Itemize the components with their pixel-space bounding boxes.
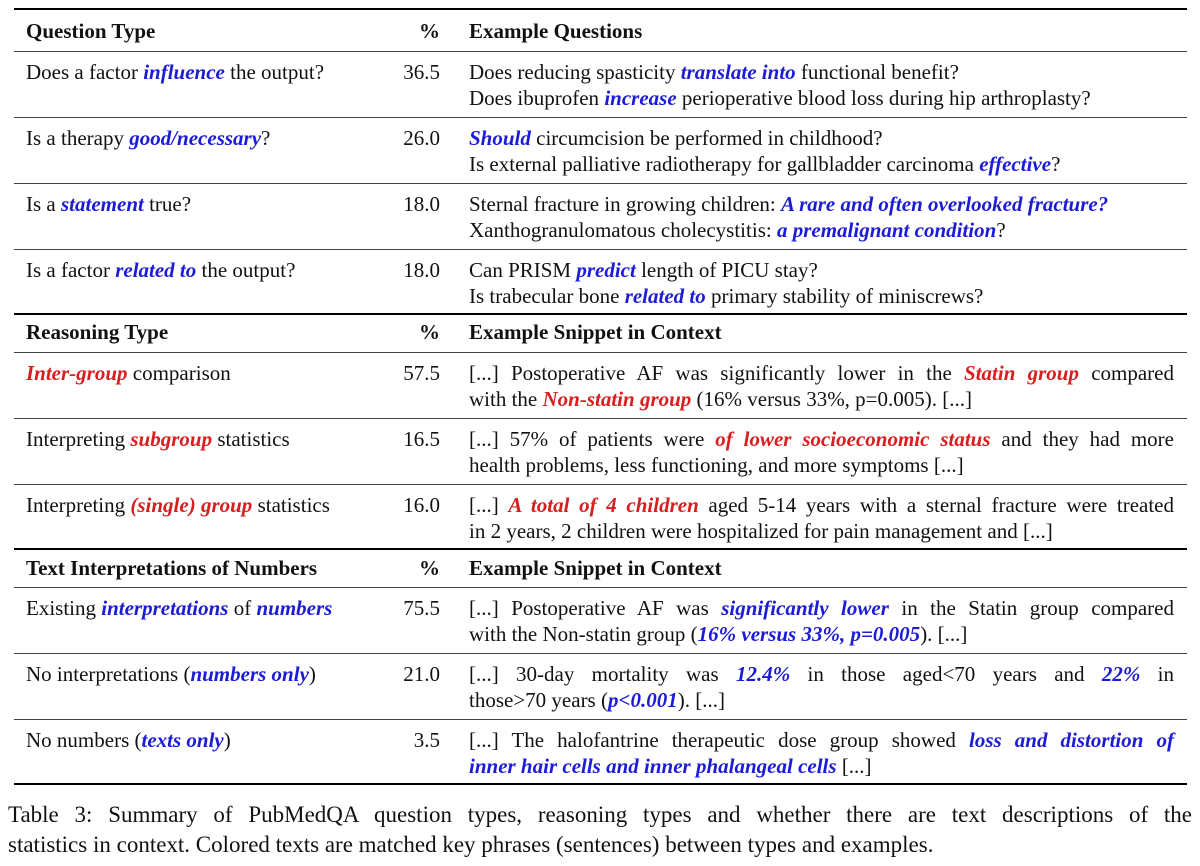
row-divider bbox=[14, 249, 1187, 250]
example-cell: [...] 57% of patients were of lower socioeconomic status and they had more health problems, less functioning, and more symptoms [...] bbox=[469, 427, 1174, 477]
text-interpretations-header: Text Interpretations of Numbers bbox=[26, 556, 318, 580]
example-cell: Should circumcision be performed in childhood? Is external palliative radiotherapy for gallbladder carcinoma effective? bbox=[469, 126, 1061, 176]
example-cell: Sternal fracture in growing children: A rare and often overlooked fracture? Xanthogranulomatous cholecystitis: a premalignant condition? bbox=[469, 192, 1109, 242]
header-rule bbox=[14, 352, 1187, 353]
table-top-rule bbox=[14, 8, 1187, 10]
percent-cell: 16.0 bbox=[403, 493, 440, 517]
question-type-header: Question Type bbox=[26, 19, 156, 43]
row-divider bbox=[14, 653, 1187, 654]
example-cell: [...] A total of 4 children aged 5-14 years with a sternal fracture were treated in 2 years, 2 children were hospitalized for pain management and [...] bbox=[469, 493, 1174, 543]
percent-cell: 75.5 bbox=[403, 596, 440, 620]
example-cell: [...] The halofantrine therapeutic dose group showed loss and distortion of inner hair cells and inner phalangeal cells [...] bbox=[469, 728, 1174, 778]
percent-header: % bbox=[419, 556, 440, 580]
caption-line: statistics in context. Colored texts are matched key phrases (sentences) between types and examples. bbox=[8, 832, 934, 857]
percent-header: % bbox=[419, 19, 440, 43]
percent-header: % bbox=[419, 320, 440, 344]
table-caption bbox=[8, 800, 1192, 860]
row-divider bbox=[14, 484, 1187, 485]
row-divider bbox=[14, 719, 1187, 720]
example-cell: [...] 30-day mortality was 12.4% in those aged<70 years and 22% in those>70 years (p<0.001). [...] bbox=[469, 662, 1175, 712]
caption-line: Table 3: Summary of PubMedQA question types, reasoning types and whether there are text descriptions of the bbox=[8, 802, 1192, 827]
percent-cell: 18.0 bbox=[403, 258, 440, 282]
table-bottom-rule bbox=[14, 783, 1187, 785]
percent-cell: 26.0 bbox=[403, 126, 440, 150]
example-cell: Does reducing spasticity translate into functional benefit? Does ibuprofen increase perioperative blood loss during hip arthroplasty? bbox=[469, 60, 1091, 110]
percent-cell: 16.5 bbox=[403, 427, 440, 451]
percent-cell: 36.5 bbox=[403, 60, 440, 84]
percent-cell: 21.0 bbox=[403, 662, 440, 686]
reasoning-type-cell: Interpreting (single) group statistics bbox=[26, 493, 330, 517]
example-snippet-header: Example Snippet in Context bbox=[469, 320, 722, 344]
row-divider bbox=[14, 418, 1187, 419]
percent-cell: 57.5 bbox=[403, 361, 440, 385]
reasoning-type-cell: Inter-group comparison bbox=[26, 361, 231, 385]
interpretation-type-cell: No numbers (texts only) bbox=[26, 728, 231, 752]
row-divider bbox=[14, 183, 1187, 184]
section-rule bbox=[14, 313, 1187, 315]
section-rule bbox=[14, 548, 1187, 550]
interpretation-type-cell: No interpretations (numbers only) bbox=[26, 662, 316, 686]
example-cell: [...] Postoperative AF was significantly lower in the Statin group compared with the Non-statin group (16% versus 33%, p=0.005). [...] bbox=[469, 596, 1174, 646]
percent-cell: 3.5 bbox=[413, 728, 440, 752]
question-type-cell: Does a factor influence the output? bbox=[26, 60, 325, 84]
percent-cell: 18.0 bbox=[403, 192, 440, 216]
example-questions-header: Example Questions bbox=[469, 19, 643, 43]
interpretation-type-cell: Existing interpretations of numbers bbox=[26, 596, 333, 620]
reasoning-type-header: Reasoning Type bbox=[26, 320, 169, 344]
header-rule bbox=[14, 587, 1187, 588]
example-snippet-header: Example Snippet in Context bbox=[469, 556, 722, 580]
header-rule bbox=[14, 51, 1187, 52]
reasoning-type-cell: Interpreting subgroup statistics bbox=[26, 427, 290, 451]
question-type-cell: Is a factor related to the output? bbox=[26, 258, 296, 282]
question-type-cell: Is a therapy good/necessary? bbox=[26, 126, 271, 150]
example-cell: [...] Postoperative AF was significantly lower in the Statin group compared with the Non-statin group (16% versus 33%, p=0.005). [...] bbox=[469, 361, 1174, 411]
example-cell: Can PRISM predict length of PICU stay? Is trabecular bone related to primary stability of miniscrews? bbox=[469, 258, 984, 308]
row-divider bbox=[14, 117, 1187, 118]
question-type-cell: Is a statement true? bbox=[26, 192, 192, 216]
